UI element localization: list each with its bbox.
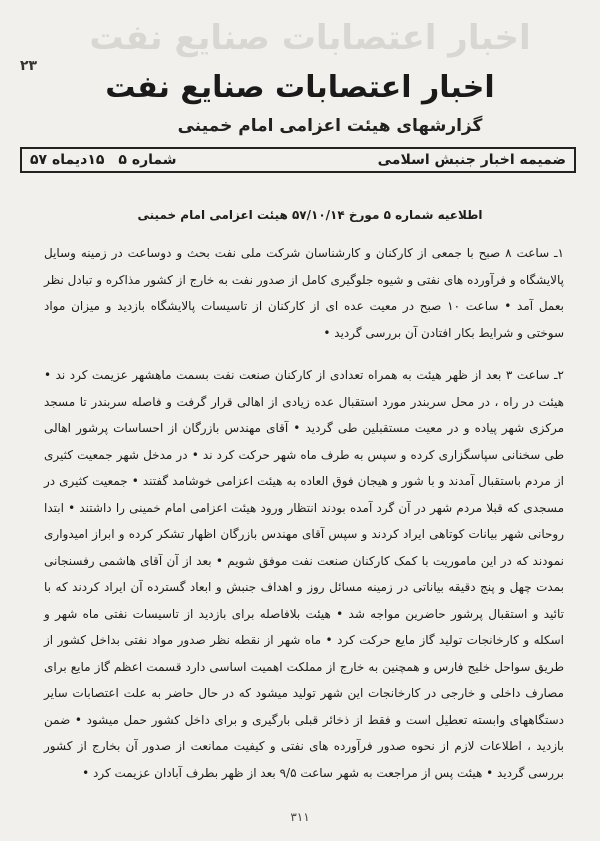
issue-date: ۱۵دیماه ۵۷ xyxy=(30,152,105,168)
issue-info-bar xyxy=(20,147,576,173)
faded-background-title: اخبار اعتصابات صنایع نفت xyxy=(89,18,531,58)
newsletter-masthead: اخبار اعتصابات صنایع نفت xyxy=(105,70,495,105)
paragraph-1: ۱ـ ساعت ۸ صبح با جمعی از کارکنان و کارشناسان شرکت ملی نفت بحث و دوساعت در زمینه وسایل پالایشگاه و فرآورده های نفتی و شیوه جلوگیری کامل از صدور نفت به خارج از کشور مذاکره و تبادل نظر بعمل آمد • ساعت ۱۰ صبح در معیت عده ای از کارکنان از تاسیسات پالایشگاه بازدید و میزان مواد سوختی و شرایط بکار افتادن آن بررسی گردید • xyxy=(44,246,564,340)
newsletter-subhead: گزارشهای هیئت اعزامی امام خمینی xyxy=(177,116,483,136)
issue-number: شماره ۵ xyxy=(118,152,177,168)
announcement-body xyxy=(44,240,564,802)
announcement-headline: اطلاعیه شماره ۵ مورخ ۵۷/۱۰/۱۴ هیئت اعزامی امام خمینی xyxy=(137,208,483,222)
supplement-label: ضمیمه اخبار جنبش اسلامی xyxy=(377,152,566,168)
corner-page-number: ۲۳ xyxy=(20,58,38,74)
paragraph-2: ۲ـ ساعت ۳ بعد از ظهر هیئت به همراه تعدادی از کارکنان صنعت نفت بسمت ماهشهر عزیمت کرد ند • هیئت در راه ، در محل سربندر مورد استقبال عده زیادی از اهالی قرار گرفت و فاصله سربندر تا مسجد مرکزی شهر پیاده و در معیت مستقبلین طی گردید • آقای مهندس بازرگان از احساسات پرشور اهالی طی سخنانی سپاسگزاری کرده و سپس به طرف ماه شهر حرکت کرد ند • در مدخل شهر جمعیت کثیری از مردم باستقبال آمدند و با شور و هیجان فوق العاده به هیئت اعزامی خوشامد گفتند • جمعیت کثیری در مسجدی که قبلا مردم شهر در آن گرد آمده بودند انتظار ورود هیئت اعزامی امام خمینی را داشتند • ابتدا روحانی شهر بیانات کوتاهی ایراد کردند و سپس آقای مهندس بازرگان اظهار تشکر کرده و ابراز امیدواری نمودند که در این ماموریت با کمک کارکنان صنعت نفت موفق شویم • بعد از آن آقای هاشمی رفسنجانی بمدت چهل و پنج دقیقه بیاناتی در زمینه مسائل روز و اهداف جنبش و ابعاد گسترده آن ایراد کردند که با تائید و استقبال پرشور حاضرین مواجه شد • هیئت بلافاصله برای بازدید از تاسیسات نفتی ماه شهر و اسکله و کارخانجات تولید گاز مایع حرکت کرد • ماه شهر از نقطه نظر صدور مواد نفتی بداخل کشور از طریق سواحل خلیج فارس و همچنین به خارج از مملکت اهمیت اساسی دارد قسمت اعظم گاز مایع برای مصارف داخلی و خارجی در کارخانجات این شهر تولید میشود که در حال حاضر به علت اعتصابات سایر دستگاههای وابسته تعطیل است و فقط از ذخائر قبلی بارگیری و برای داخل کشور حمل میشود • ضمن بازدید ، اطلاعات لازم از نحوه صدور فرآورده های نفتی و کیفیت ممانعت از صدور آن بخارج از کشور بررسی گردید • هیئت پس از مراجعت به شهر ساعت ۹/۵ بعد از ظهر بطرف آبادان عزیمت کرد • xyxy=(44,368,564,780)
page-number: ۳۱۱ xyxy=(290,810,310,824)
